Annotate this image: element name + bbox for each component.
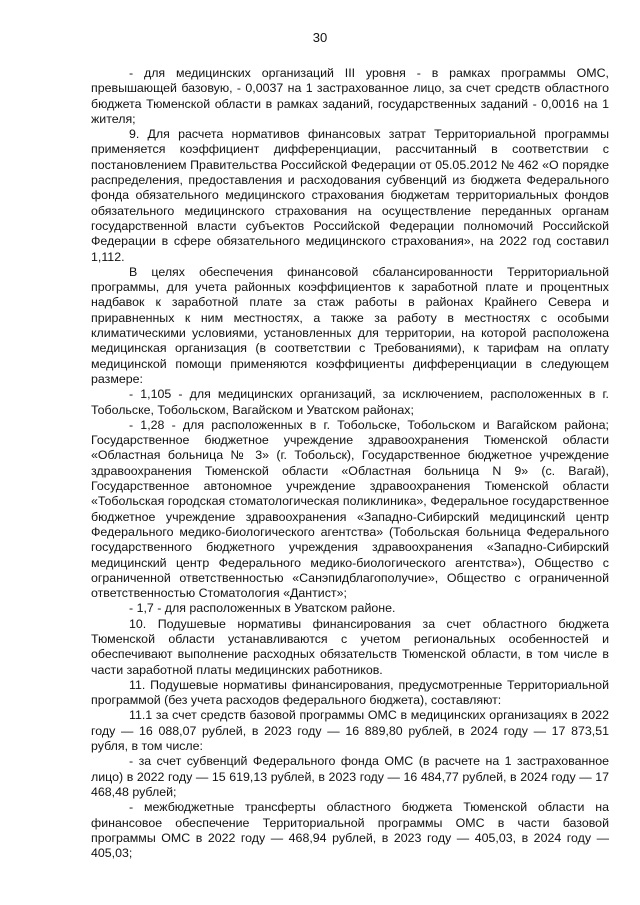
- document-body: [91, 66, 609, 861]
- paragraph-financial-balance: В целях обеспечения финансовой сбалансированности Территориальной программы, для учета районных коэффициентов к заработной плате и процентных надбавок к заработной плате за стаж работы в районах Крайнего Севера и приравненных к ним местностях, а также за работу в местностях с особыми климатическими условиями, установленных для территории, на которой расположена медицинская организация (в соответствии с Требованиями), к тарифам на оплату медицинской помощи применяются коэффициенты дифференциации в следующем размере:: [91, 264, 609, 386]
- paragraph-ffoms-subventions: - за счет субвенций Федерального фонда ОМС (в расчете на 1 застрахованное лицо) в 2022 году — 15 619,13 рублей, в 2023 году — 16 484,77 рублей, в 2024 году — 17 468,48 рублей;: [91, 754, 609, 799]
- paragraph-item-9: 9. Для расчета нормативов финансовых затрат Территориальной программы применяется коэффициент дифференциации, рассчитанный в соответствии с постановлением Правительства Российской Федерации от 05.05.2012 № 462 «О порядке распределения, предоставления и расходования субвенций из бюджета Федерального фонда обязательного медицинского страхования бюджетам территориальных фондов обязательного медицинского страхования на осуществление переданных органам государственной власти субъектов Российской Федерации полномочий Российской Федерации в сфере обязательного медицинского страхования», на 2022 год составил 1,112.: [91, 127, 609, 264]
- page-number: 30: [312, 30, 328, 45]
- paragraph-coef-1-105: - 1,105 - для медицинских организаций, за исключением, расположенных в г. Тобольске, Тобольском, Вагайском и Уватском районах;: [91, 387, 609, 417]
- paragraph-level3-medical-orgs: - для медицинских организаций III уровня - в рамках программы ОМС, превышающей базовую, - 0,0037 на 1 застрахованное лицо, за счет средств областного бюджета Тюменской области в рамках заданий, государственных заданий - 0,0016 на 1 жителя;: [91, 66, 609, 126]
- paragraph-interbudget-transfers: - межбюджетные трансферты областного бюджета Тюменской области на финансовое обеспечение Территориальной программы ОМС в части базовой программы ОМС в 2022 году — 468,94 рублей, в 2023 году — 405,03, в 2024 году — 405,03;: [91, 800, 609, 861]
- paragraph-item-11-1: 11.1 за счет средств базовой программы ОМС в медицинских организациях в 2022 году — 16 088,07 рублей, в 2023 году — 16 889,80 рублей, в 2024 году — 17 873,51 рубля, в том числе:: [91, 708, 609, 754]
- paragraph-item-10: 10. Подушевые нормативы финансирования за счет областного бюджета Тюменской области устанавливаются с учетом региональных особенностей и обеспечивают выполнение расходных обязательств Тюменской области, в том числе в части заработной платы медицинских работников.: [91, 616, 609, 677]
- paragraph-item-11: 11. Подушевые нормативы финансирования, предусмотренные Территориальной программой (без учета расходов федерального бюджета), составляют:: [91, 677, 609, 708]
- paragraph-coef-1-7: - 1,7 - для расположенных в Уватском районе.: [129, 601, 396, 616]
- paragraph-coef-1-28: - 1,28 - для расположенных в г. Тобольске, Тобольском и Вагайском района; Государственное бюджетное учреждение здравоохранения Тюменской области «Областная больница № 3» (г. Тобольск), Государственное бюджетное учреждение здравоохранения Тюменской области «Областная больница N 9» (с. Вагай), Государственное автономное учреждение здравоохранения Тюменской области «Тобольская городская стоматологическая поликлиника», Федеральное государственное бюджетное учреждение здравоохранения «Западно-Сибирский медицинский центр Федерального медико-биологического агентства» (Тобольская больница Федерального государственного бюджетного учреждения здравоохранения «Западно-Сибирский медицинский центр Федерального медико-биологического агентства»), Общество с ограниченной ответственностью «Санэпидблагополучие», Общество с ограниченной ответственностью Стоматология «Дантист»;: [91, 417, 609, 601]
